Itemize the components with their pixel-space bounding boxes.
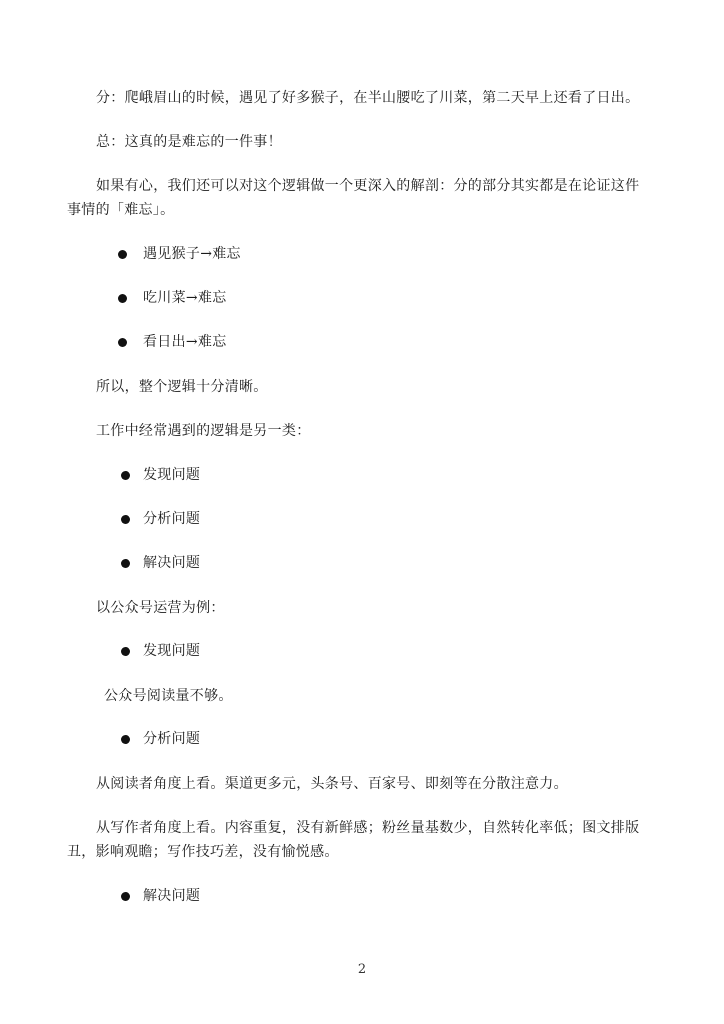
bullet-icon xyxy=(121,892,130,901)
list-item: 看日出→难忘 xyxy=(143,334,227,350)
paragraph-analysis-line-2: 事情的「难忘」。 xyxy=(67,202,175,218)
paragraph-reader-view: 从阅读者角度上看。渠道更多元，头条号、百家号、即刻等在分散注意力。 xyxy=(96,776,568,792)
bullet-icon xyxy=(118,250,127,259)
list-item: 发现问题 xyxy=(143,467,201,483)
list-item: 分析问题 xyxy=(143,511,201,527)
bullet-icon xyxy=(121,559,130,568)
list-item: 吃川菜→难忘 xyxy=(143,290,227,306)
paragraph-fen: 分：爬峨眉山的时候，遇见了好多猴子，在半山腰吃了川菜，第二天早上还看了日出。 xyxy=(96,90,640,106)
paragraph-writer-view-line-1: 从写作者角度上看。内容重复，没有新鲜感；粉丝量基数少，自然转化率低；图文排版 xyxy=(96,820,640,836)
bullet-icon xyxy=(121,735,130,744)
paragraph-writer-view-line-2: 丑，影响观瞻；写作技巧差，没有愉悦感。 xyxy=(67,844,339,860)
list-item: 发现问题 xyxy=(143,643,201,659)
bullet-icon xyxy=(118,338,127,347)
paragraph-example-intro: 以公众号运营为例： xyxy=(96,600,225,616)
paragraph-logic-clear: 所以，整个逻辑十分清晰。 xyxy=(96,379,268,395)
bullet-icon xyxy=(121,515,130,524)
paragraph-analysis-line-1: 如果有心，我们还可以对这个逻辑做一个更深入的解剖：分的部分其实都是在论证这件 xyxy=(96,178,640,194)
list-item: 分析问题 xyxy=(143,731,201,747)
paragraph-zong: 总：这真的是难忘的一件事！ xyxy=(96,134,282,150)
bullet-icon xyxy=(121,471,130,480)
list-item: 解决问题 xyxy=(143,555,201,571)
list-item: 遇见猴子→难忘 xyxy=(143,246,241,262)
list-item: 解决问题 xyxy=(143,888,201,904)
bullet-icon xyxy=(121,647,130,656)
paragraph-problem-detail: 公众号阅读量不够。 xyxy=(104,688,233,704)
paragraph-work-logic: 工作中经常遇到的逻辑是另一类： xyxy=(96,423,311,439)
bullet-icon xyxy=(118,294,127,303)
page-number: 2 xyxy=(357,962,367,977)
